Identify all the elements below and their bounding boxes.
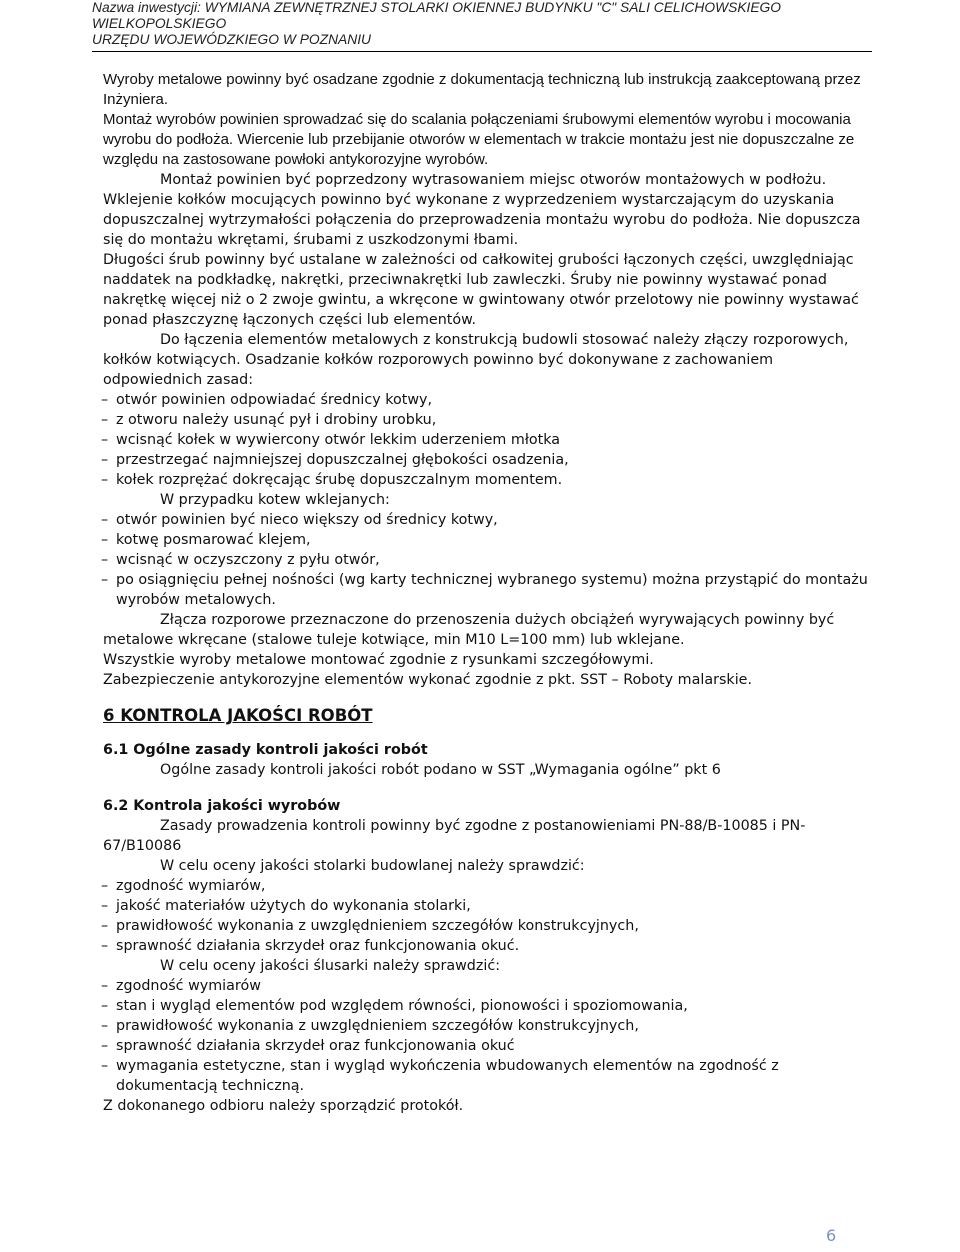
list-item: – po osiągnięciu pełnej nośności (wg karty technicznej wybranego systemu) można przystąpić do montażu wyrobów metalowych. bbox=[103, 570, 868, 610]
anchor-rules-list bbox=[103, 390, 868, 490]
paragraph-carpentry-check: W celu oceny jakości stolarki budowlanej należy sprawdzić: bbox=[160, 858, 585, 874]
paragraph-protocol: Z dokonanego odbioru należy sporządzić protokół. bbox=[103, 1098, 464, 1114]
metalwork-check-list bbox=[103, 976, 868, 1096]
subsection-heading-6-2: 6.2 Kontrola jakości wyrobów bbox=[103, 798, 341, 814]
list-item: – zgodność wymiarów, bbox=[103, 876, 868, 896]
list-item: – stan i wygląd elementów pod względem równości, pionowości i spoziomowania, bbox=[103, 996, 868, 1016]
list-item: – przestrzegać najmniejszej dopuszczalnej głębokości osadzenia, bbox=[103, 450, 868, 470]
page-number: 6 bbox=[826, 1226, 837, 1245]
paragraph-control-standards: Zasady prowadzenia kontroli powinny być zgodne z postanowieniami PN-88/B-10085 i PN-67/B10086 bbox=[103, 818, 806, 854]
glued-anchor-list bbox=[103, 510, 868, 610]
paragraph-metal-installation: Wyroby metalowe powinny być osadzane zgodnie z dokumentacją techniczną lub instrukcją zaakceptowaną przez Inżyniera. bbox=[103, 71, 861, 108]
paragraph-general-rules: Ogólne zasady kontroli jakości robót podano w SST „Wymagania ogólne” pkt 6 bbox=[160, 762, 721, 778]
list-item: – kołek rozprężać dokręcając śrubę dopuszczalnym momentem. bbox=[103, 470, 868, 490]
subsection-heading-6-1: 6.1 Ogólne zasady kontroli jakości robót bbox=[103, 742, 428, 758]
paragraph-anchors: Do łączenia elementów metalowych z konstrukcją budowli stosować należy złączy rozporowych, kołków kotwiących. Osadzanie kołków rozporowych powinno być dokonywane z zachowaniem odpowiednich zasad: bbox=[103, 332, 849, 388]
header-office-name: URZĘDU WOJEWÓDZKIEGO W POZNANIU bbox=[92, 32, 371, 47]
list-item: – sprawność działania skrzydeł oraz funkcjonowania okuć. bbox=[103, 936, 868, 956]
paragraph-assembly: Montaż wyrobów powinien sprowadzać się do scalania połączeniami śrubowymi elementów wyrobu i mocowania wyrobu do podłoża. Wiercenie lub przebijanie otworów w elementach w trakcie montażu jest nie dopuszczalne ze względu na zastosowane powłoki antykorozyjne wyrobów. bbox=[103, 111, 855, 168]
section-heading-6: 6 KONTROLA JAKOŚCI ROBÓT bbox=[103, 706, 373, 725]
paragraph-anticorrosion: Zabezpieczenie antykorozyjne elementów wykonać zgodnie z pkt. SST – Roboty malarskie. bbox=[103, 672, 753, 688]
list-item: – otwór powinien być nieco większy od średnicy kotwy, bbox=[103, 510, 868, 530]
paragraph-drawings: Wszystkie wyroby metalowe montować zgodnie z rysunkami szczegółowymi. bbox=[103, 652, 654, 668]
carpentry-check-list bbox=[103, 876, 868, 956]
list-item: – prawidłowość wykonania z uwzględnieniem szczegółów konstrukcyjnych, bbox=[103, 916, 868, 936]
list-item: – wymagania estetyczne, stan i wygląd wykończenia wbudowanych elementów na zgodność z dokumentacją techniczną. bbox=[103, 1056, 868, 1096]
page-header bbox=[92, 0, 872, 52]
paragraph-metalwork-check: W celu oceny jakości ślusarki należy sprawdzić: bbox=[160, 958, 501, 974]
paragraph-glued-anchors: W przypadku kotew wklejanych: bbox=[160, 492, 390, 508]
header-project-name: Nazwa inwestycji: WYMIANA ZEWNĘTRZNEJ STOLARKI OKIENNEJ BUDYNKU "C" SALI CELICHOWSKIEGO WIELKOPOLSKIEGO bbox=[92, 0, 782, 31]
paragraph-expansion-joints: Złącza rozporowe przeznaczone do przenoszenia dużych obciążeń wyrywających powinny być metalowe wkręcane (stalowe tuleje kotwiące, min M10 L=100 mm) lub wklejane. bbox=[103, 612, 835, 648]
list-item: – otwór powinien odpowiadać średnicy kotwy, bbox=[103, 390, 868, 410]
list-item: – wcisnąć w oczyszczony z pyłu otwór, bbox=[103, 550, 868, 570]
paragraph-tracing: Montaż powinien być poprzedzony wytrasowaniem miejsc otworów montażowych w podłożu. Wklejenie kołków mocujących powinno być wykonane z wyprzedzeniem wystarczającym do uzyskania dopuszczalnej wytrzymałości połączenia do przeprowadzenia montażu wyrobu do podłoża. Nie dopuszcza się do montażu wkrętami, śrubami z uszkodzonymi łbami. bbox=[103, 172, 861, 248]
list-item: – z otworu należy usunąć pył i drobiny urobku, bbox=[103, 410, 868, 430]
list-item: – prawidłowość wykonania z uwzględnieniem szczegółów konstrukcyjnych, bbox=[103, 1016, 868, 1036]
list-item: – wcisnąć kołek w wywiercony otwór lekkim uderzeniem młotka bbox=[103, 430, 868, 450]
list-item: – zgodność wymiarów bbox=[103, 976, 868, 996]
list-item: – sprawność działania skrzydeł oraz funkcjonowania okuć bbox=[103, 1036, 868, 1056]
list-item: – kotwę posmarować klejem, bbox=[103, 530, 868, 550]
document-body bbox=[103, 70, 868, 1116]
paragraph-bolt-length: Długości śrub powinny być ustalane w zależności od całkowitej grubości łączonych części, uwzględniając naddatek na podkładkę, nakrętki, przeciwnakrętki lub zawleczki. Śruby nie powinny wystawać ponad nakrętkę więcej niż o 2 zwoje gwintu, a wkręcone w gwintowany otwór przelotowy nie powinny wystawać ponad płaszczyznę łączonych części lub elementów. bbox=[103, 252, 859, 328]
list-item: – jakość materiałów użytych do wykonania stolarki, bbox=[103, 896, 868, 916]
